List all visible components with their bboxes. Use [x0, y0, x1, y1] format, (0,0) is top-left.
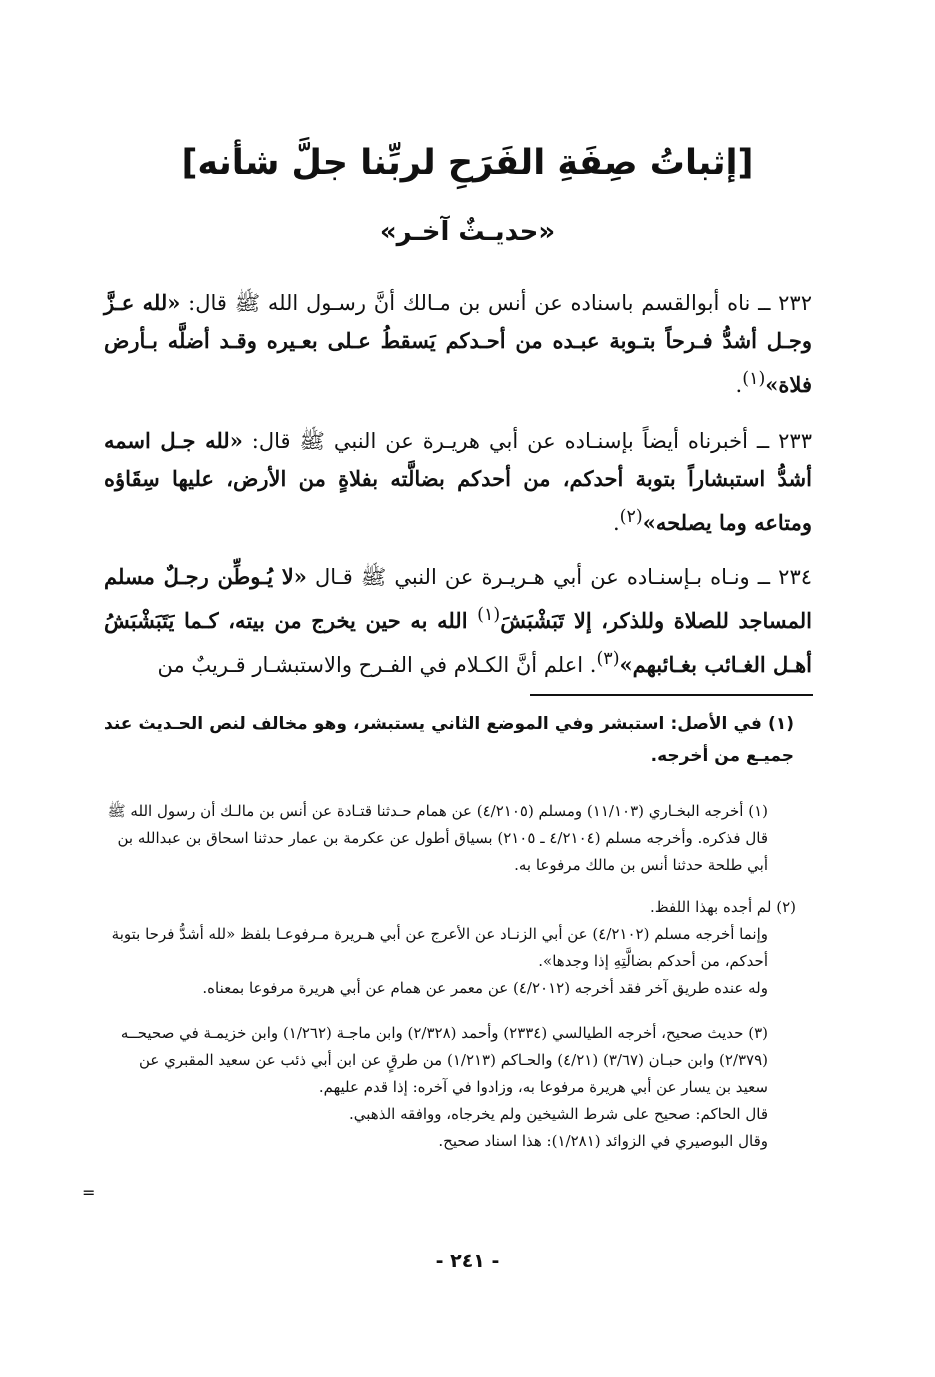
hadith-232 [104, 284, 812, 404]
footnote-line: قال الحاكم: صحيح على شرط الشيخين ولم يخرجاه، ووافقه الذهبي. [348, 1105, 768, 1123]
footnote-line: وله عنده طريق آخر فقد أخرجه (٤/٢٠١٢) عن معمر عن همام عن أبي هريرة مرفوعا بمعناه. [202, 979, 768, 997]
original-note-ref: (١) [477, 605, 501, 625]
hadith-number: ٢٣٢ [778, 291, 812, 315]
footnote-ref: (٢) [619, 507, 643, 527]
footnote-text: (١) أخرجه البخـاري (١١/١٠٣) ومسلم (٤/٢١٠٥) عن همام حـدثنا قتـادة عن أنس بن مالـك أن رسول الله ﷺ قال فذكره. وأخرجه مسلم (٤/٢١٠٤ ـ ٢١٠٥) بسياق أطول عن عكرمة بن عمار حدثنا اسحاق بن عبدالله بن أبي طلحة حدثنا أنس بن مالك مرفوعا به. [107, 802, 768, 874]
hadith-number: ٢٣٣ [778, 429, 812, 453]
footnote-ref: (٣) [596, 649, 620, 669]
footnote-line: وإنما أخرجه مسلم (٤/٢١٠٢) عن أبي الزنـاد عن الأعرج عن أبي هـريرة مـرفوعـا بلفظ «لله أشدُّ فرحا بتوبة أحدكم، من أحدكم بضالَّتِهِ إذا وجدها». [111, 925, 768, 970]
footnote-divider [530, 694, 813, 696]
footnote-ref: (١) [742, 369, 766, 389]
hadith-matn-continued: الله به حين يخرج من بيته، كـما يَتَبَشْبَشُ أهـل الغـائب بغـائبهم» [104, 608, 812, 677]
hadith-234 [104, 558, 812, 684]
footnote-line: (٢) لم أجده بهذا اللفظ. [650, 898, 796, 916]
manuscript-note: (١) في الأصل: استبشر وفي الموضع الثاني يستبشر، وهو مخالف لنص الحـديث عند جميـع من أخرجه. [104, 714, 794, 766]
section-subtitle: «حديـثٌ آخـر» [379, 217, 556, 247]
hadith-isnad: ــ ونـاه بـإسنـاده عن أبي هـريـرة عن النبي ﷺ قـال [306, 565, 779, 589]
page-title: [إثباتُ صِفَةِ الفَرَحِ لربِّنا جلَّ شأنه] [181, 143, 754, 183]
continuation-mark: = [82, 1183, 96, 1202]
hadith-tail: . [612, 511, 620, 535]
hadith-233 [104, 422, 812, 542]
hadith-isnad: ــ ناه أبوالقسم باسناده عن أنس بن مـالك أنَّ رسـول الله ﷺ قال: [180, 291, 779, 315]
footnote-3 [104, 1020, 796, 1155]
hadith-isnad: ــ أخبرناه أيضاً بإسنـاده عن أبي هريـرة عن النبي ﷺ قال: [242, 429, 779, 453]
page-number: - ٢٤١ - [435, 1250, 500, 1272]
hadith-tail: . [735, 373, 743, 397]
hadith-matn: «لله عـزَّ وجـل أشدُّ فـرحاً بتـوبة عبـده من أحـدكم يَسقطُ عـلى بعـيره وقـد أضلَّه بـأرض فلاة» [104, 290, 812, 397]
hadith-number: ٢٣٤ [778, 565, 813, 589]
footnote-line: وقال البوصيري في الزوائد (١/٢٨١): هذا اسناد صحيح. [438, 1132, 768, 1150]
hadith-matn: «لله جـل اسمه أشدُّ استبشاراً بتوبة أحدكم، من أحدكم بضالَّته بفلاةٍ من الأرض، عليها سِقَاؤه ومتاعه وما يصلحه» [104, 428, 812, 535]
footnote-1 [104, 798, 796, 879]
hadith-tail: . اعلم أنَّ الكـلام في الفـرح والاستبشـار قـريبٌ من [157, 653, 597, 677]
footnote-line: (٣) حديث صحيح، أخرجه الطيالسي (٢٣٣٤) وأحمد (٢/٣٢٨) وابن ماجـة (١/٢٦٢) وابن خزيمـة في صحيحــه (٢/٣٧٩) وابن حبـان (٣/٦٧) (٤/٢١) والحـاكم (١/٢١٣) من طرقٍ عن ابن أبي ذئب عن سعيد المقبري عن سعيد بن يسار عن أبي هريرة مرفوعا به، وزادوا في آخره: إذا قدم عليهم. [120, 1024, 768, 1096]
hadith-matn: «لا يُـوطِّن رجـلٌ مسلم المساجد للصلاة وللذكر، إلا تَبَشْبَشَ [104, 564, 812, 633]
footnote-2 [104, 894, 796, 1002]
